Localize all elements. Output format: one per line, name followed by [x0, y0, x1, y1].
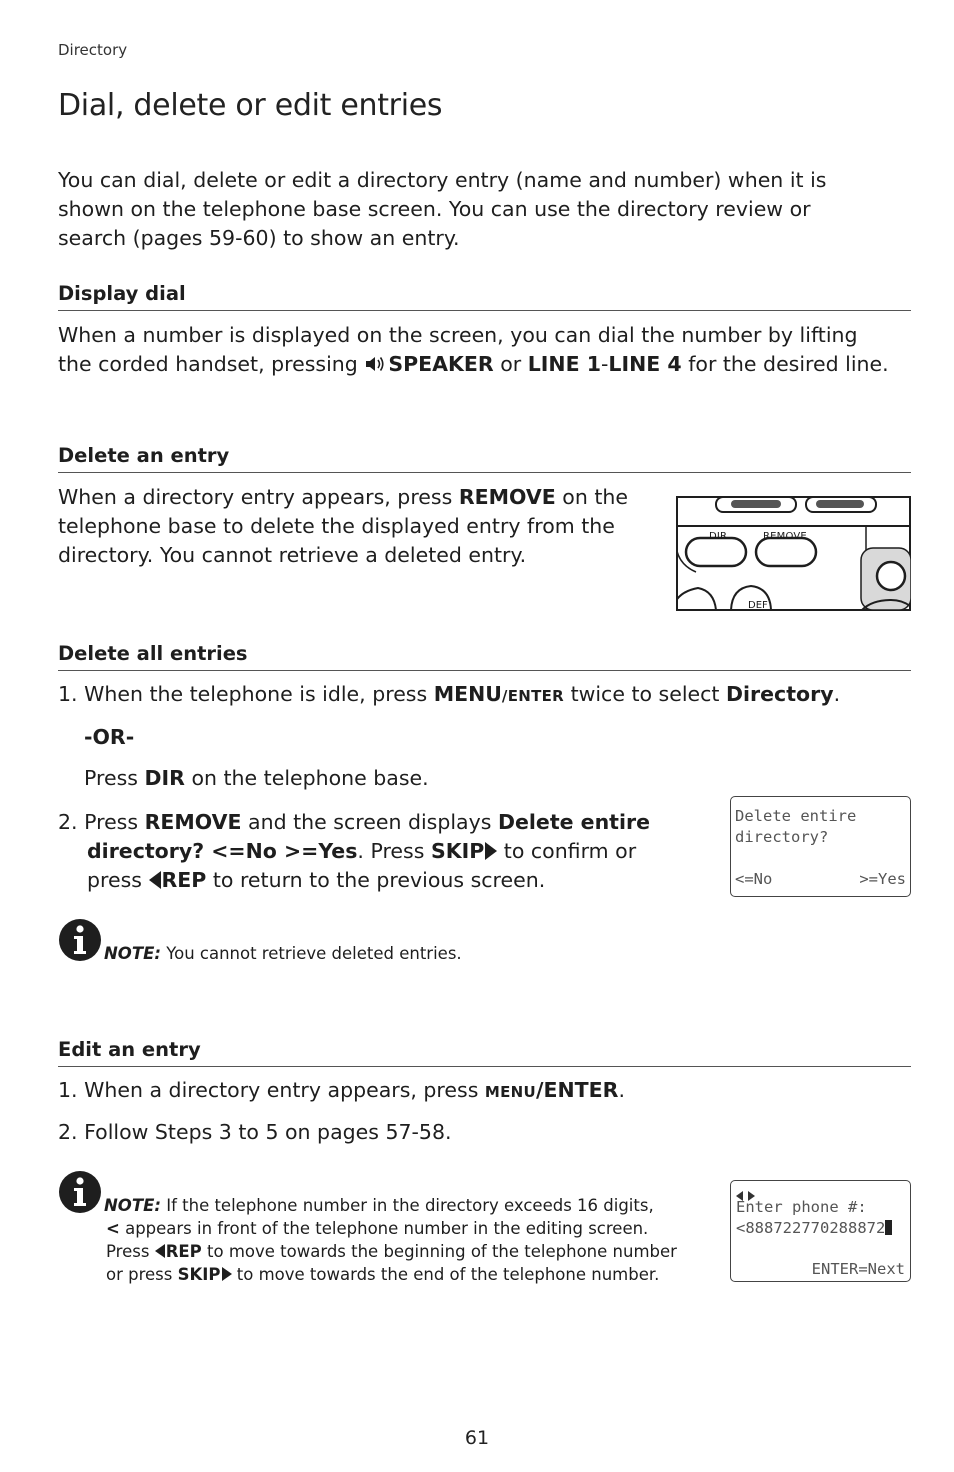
section-divider [58, 310, 911, 311]
line-key-label: LINE 4 [608, 352, 682, 376]
menu-key-label: MENU [433, 682, 502, 706]
delete-all-step-1: 1. When the telephone is idle, press MENU/ENTER twice to select Directory. [58, 682, 841, 706]
section-divider [58, 670, 911, 671]
running-head: Directory [58, 41, 128, 59]
lcd-line: directory? [735, 828, 829, 846]
left-arrow-icon [149, 871, 161, 889]
display-dial-line: the corded handset, pressing SPEAKER or LINE 1-LINE 4 for the desired line. [58, 350, 918, 382]
page-title: Dial, delete or edit entries [58, 88, 443, 123]
remove-key-label: REMOVE [458, 485, 556, 509]
section-divider [58, 472, 911, 473]
lcd-option-yes: >=Yes [859, 870, 906, 888]
note-edit-entry: NOTE: If the telephone number in the directory exceeds 16 digits, < appears in front of the telephone number in the editing screen. Press REP to move towards the beginning of the telephone number or press SKIP to move towards the end of the telephone number. [104, 1196, 677, 1284]
delete-entry-line: When a directory entry appears, press REMOVE on the [58, 485, 628, 509]
enter-key-label: /ENTER [536, 1078, 619, 1102]
right-arrow-icon [485, 842, 497, 860]
speaker-key-label: SPEAKER [388, 352, 494, 376]
section-heading-delete-entry: Delete an entry [58, 444, 230, 467]
lcd-line: ENTER=Next [811, 1260, 905, 1278]
info-icon [58, 918, 102, 966]
dir-key-label: DIR [144, 766, 185, 790]
remove-button-label: REMOVE [763, 531, 807, 542]
delete-all-step-2: 2. Press REMOVE and the screen displays Delete entire directory? <=No >=Yes. Press SKIP to confirm or press REP to return to the previous screen. [58, 810, 650, 892]
lcd-line: Enter phone #: [736, 1198, 867, 1216]
rep-key-label: REP [161, 868, 207, 892]
lcd-screen-delete-all [730, 796, 911, 897]
dir-button-label: DIR [709, 531, 728, 542]
menu-key-label: MENU [484, 1083, 537, 1101]
delete-entry-line: telephone base to delete the displayed entry from the [58, 514, 615, 538]
section-heading-delete-all: Delete all entries [58, 642, 248, 665]
or-label: -OR- [84, 725, 135, 749]
telephone-base-illustration [676, 496, 911, 611]
intro-paragraph [58, 166, 826, 253]
section-heading-display-dial: Display dial [58, 282, 186, 305]
line-key-label: LINE 1 [527, 352, 601, 376]
display-dial-paragraph [58, 321, 918, 382]
lcd-option-no: <=No [735, 870, 773, 888]
rep-key-label: REP [165, 1242, 202, 1261]
intro-line: search (pages 59-60) to show an entry. [58, 226, 460, 250]
skip-key-label: SKIP [430, 839, 485, 863]
left-arrow-icon [155, 1244, 165, 1258]
intro-line: You can dial, delete or edit a directory entry (name and number) when it is [58, 168, 827, 192]
delete-entry-line: directory. You cannot retrieve a deleted entry. [58, 543, 527, 567]
key-3-label: DEF [748, 600, 768, 611]
info-icon [58, 1170, 102, 1218]
skip-key-label: SKIP [177, 1265, 221, 1284]
speaker-icon [364, 353, 388, 382]
right-arrow-icon [222, 1267, 232, 1281]
delete-all-alt: Press DIR on the telephone base. [84, 766, 429, 790]
lcd-cursor [885, 1220, 892, 1235]
page-number: 61 [464, 1427, 490, 1449]
remove-key-label: REMOVE [144, 810, 242, 834]
lcd-screen-edit-entry [730, 1180, 911, 1282]
display-dial-line: When a number is displayed on the screen, you can dial the number by lifting [58, 323, 858, 347]
section-heading-edit-entry: Edit an entry [58, 1038, 201, 1061]
intro-line: shown on the telephone base screen. You can use the directory review or [58, 197, 811, 221]
edit-step-2: 2. Follow Steps 3 to 5 on pages 57-58. [58, 1120, 452, 1144]
lcd-line: Delete entire [735, 807, 857, 825]
delete-entry-paragraph [58, 483, 663, 570]
lcd-number: <888722770288872 [736, 1219, 892, 1237]
note-delete-all: NOTE: You cannot retrieve deleted entries. [104, 944, 462, 963]
edit-step-1: 1. When a directory entry appears, press MENU/ENTER. [58, 1078, 625, 1102]
section-divider [58, 1066, 911, 1067]
